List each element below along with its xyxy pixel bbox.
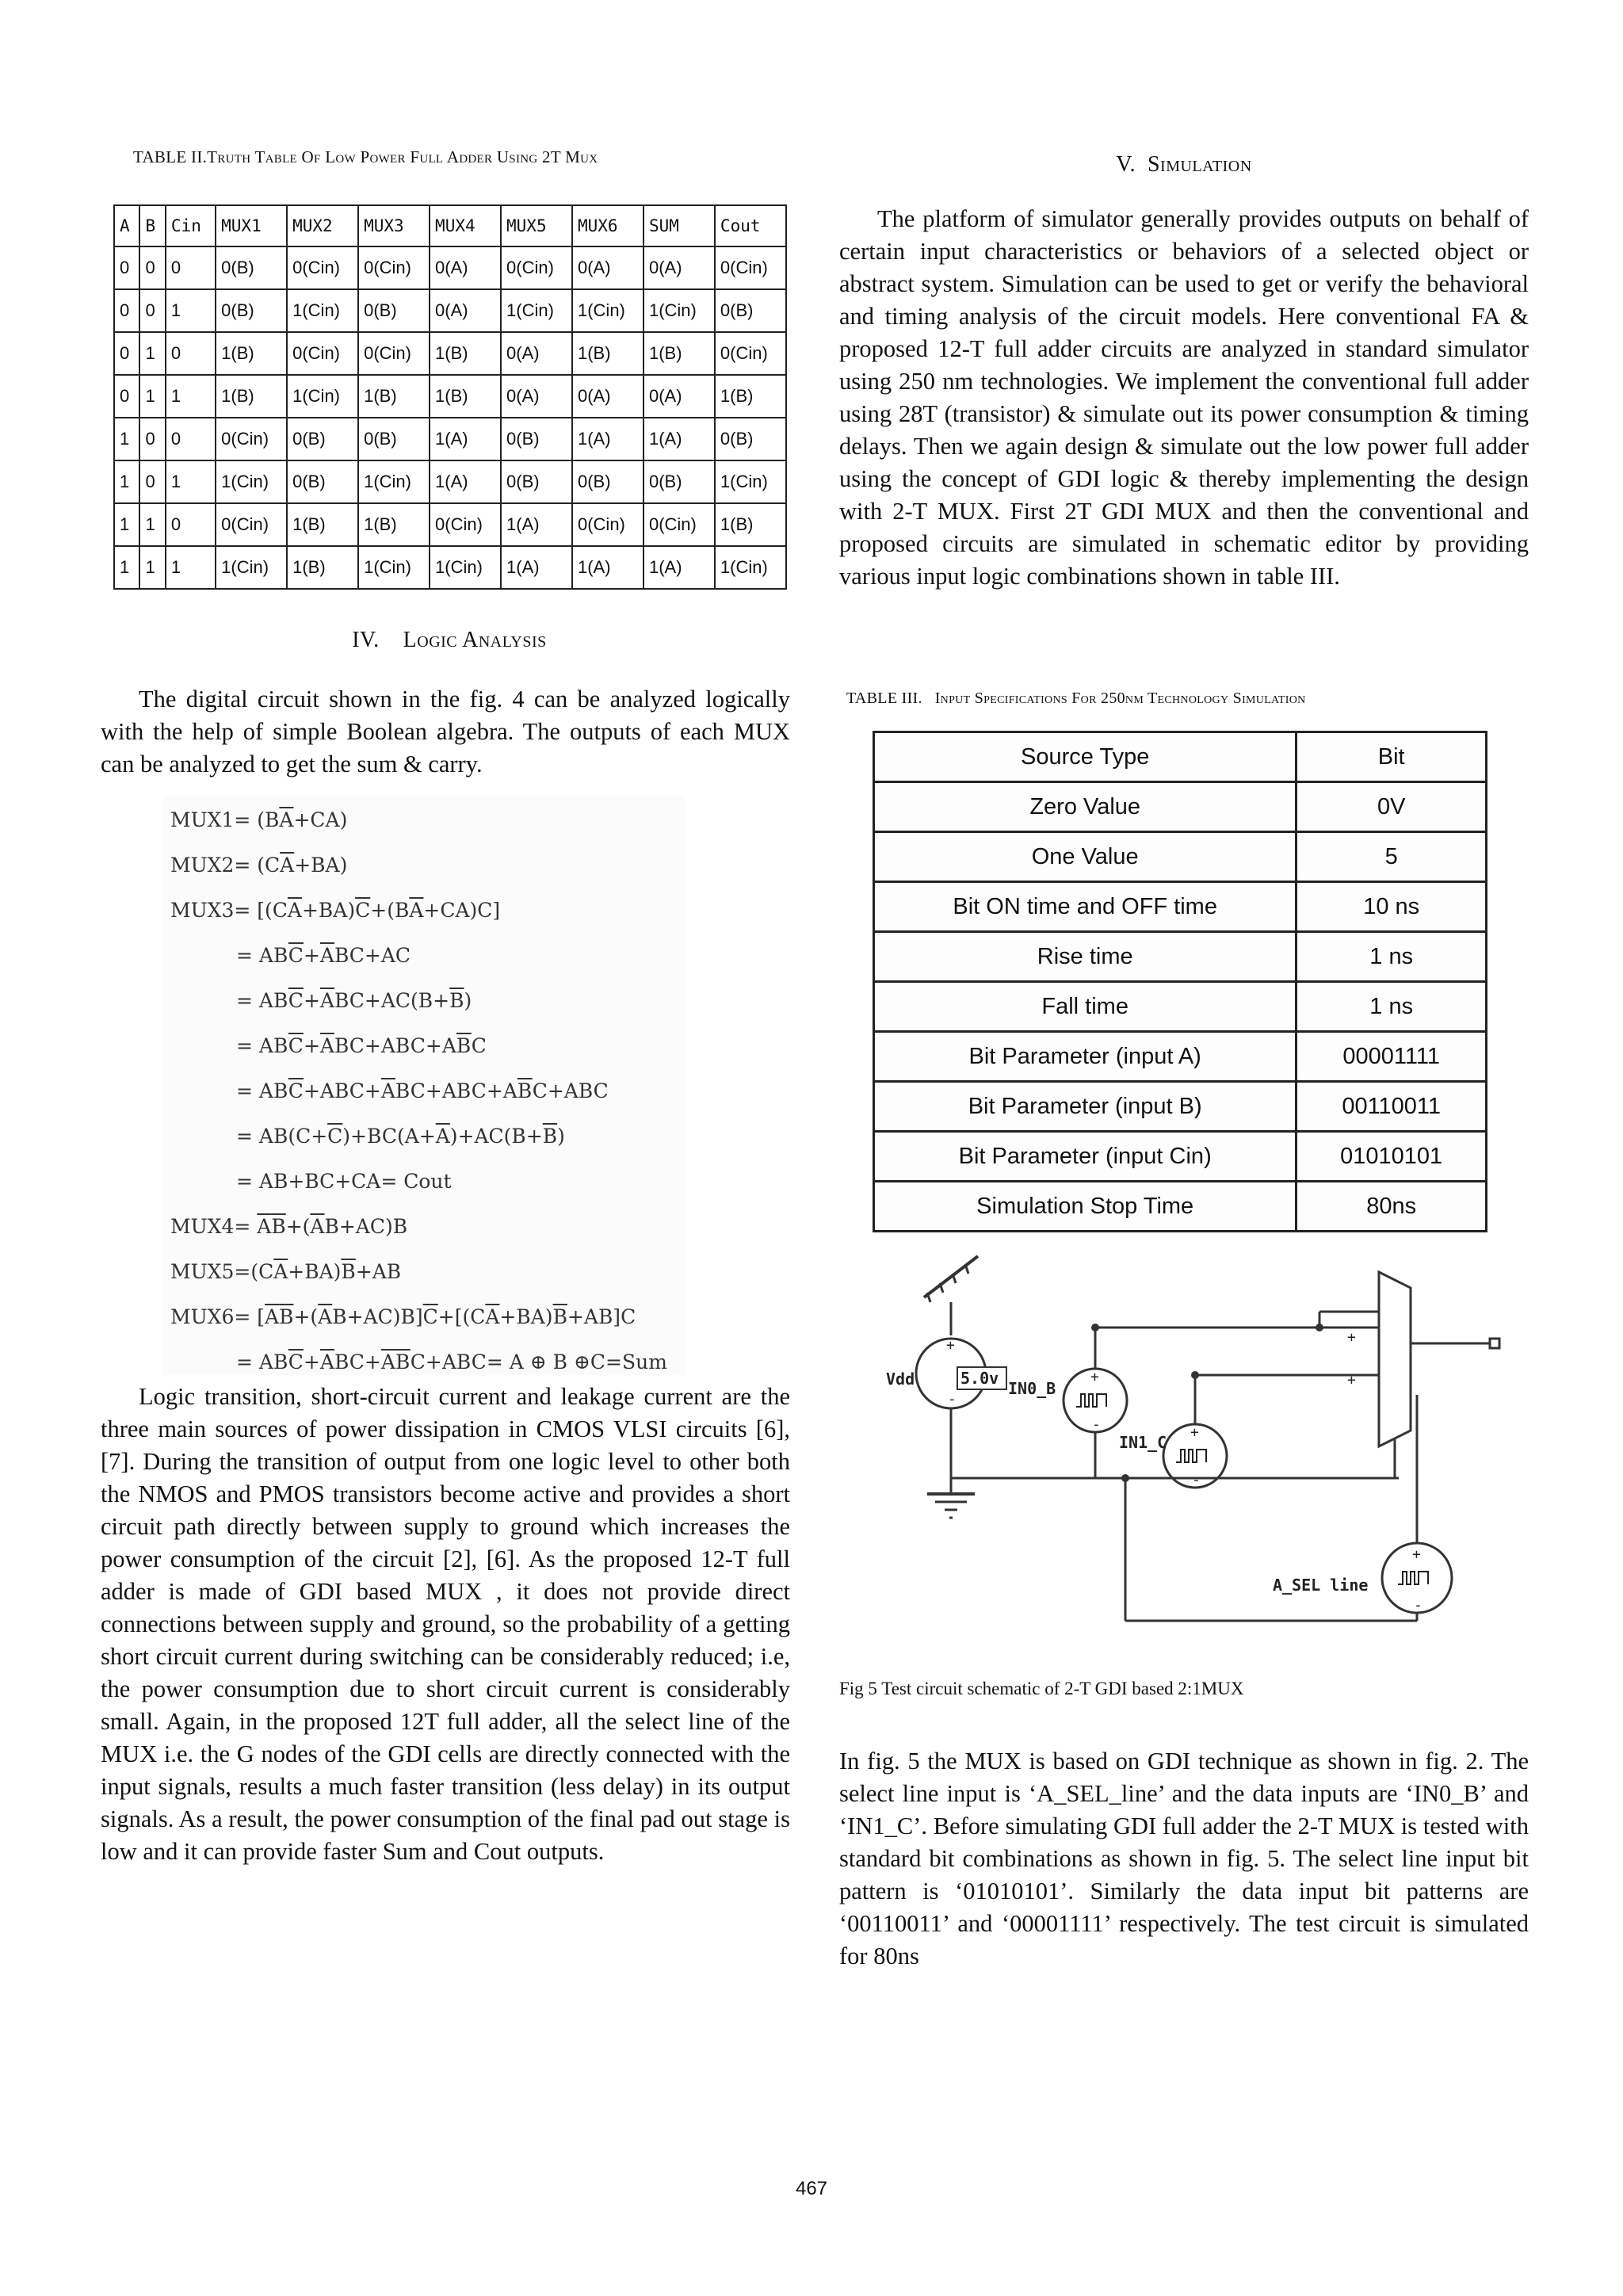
truth-table-cell: 1(Cin) [358, 546, 430, 589]
truth-table-cell: 1(B) [430, 375, 501, 418]
truth-table-cell: 1(A) [572, 418, 643, 460]
page-number: 467 [795, 2178, 828, 2199]
eq-final: = $AB\overline{C}+\overline{A}BC+\overline{A}\overline{B}C+ABC= A$ ⊕ B ⊕C=Sum [236, 1350, 667, 1373]
truth-table-header-cell: A [114, 205, 139, 246]
truth-table-cell: 0(Cin) [643, 503, 715, 546]
truth-table-cell: 0(Cin) [216, 418, 287, 460]
svg-text:-: - [1192, 1472, 1201, 1488]
truth-table-row [114, 460, 786, 503]
truth-table-cell: 1(A) [430, 460, 501, 503]
truth-table-header-cell: Cin [166, 205, 216, 246]
truth-table-cell: 1(Cin) [287, 289, 358, 332]
svg-text:+: + [1090, 1369, 1099, 1385]
asel-label: A_SEL line [1273, 1576, 1369, 1595]
truth-table-cell: 0(B) [715, 418, 786, 460]
truth-table-cell: 1 [166, 546, 216, 589]
truth-table-header-cell: MUX1 [216, 205, 287, 246]
truth-table-cell: 1 [166, 289, 216, 332]
spec-parameter-cell: Bit Parameter (input B) [874, 1082, 1296, 1132]
pulse-icon-asel [1398, 1572, 1428, 1584]
svg-text:-: - [1414, 1597, 1423, 1614]
eq-mux5: $MUX5=(C\overline{A}+BA)\overline{B}+AB$ [170, 1260, 402, 1283]
truth-table-cell: 0(B) [216, 289, 287, 332]
truth-table-row [114, 289, 786, 332]
truth-table-cell: 0(A) [430, 246, 501, 289]
truth-table-cell: 0(Cin) [715, 332, 786, 375]
truth-table-cell: 1(Cin) [216, 546, 287, 589]
truth-table-cell: 1(B) [358, 375, 430, 418]
spec-table-row [874, 782, 1487, 832]
truth-table-cell: 1 [114, 418, 139, 460]
in1-label: IN1_C [1119, 1433, 1167, 1452]
truth-table-cell: 0(A) [501, 375, 572, 418]
truth-table-cell: 0 [114, 332, 139, 375]
truth-table-cell: 1(B) [572, 332, 643, 375]
truth-table-cell: 0(B) [287, 418, 358, 460]
truth-table-cell: 1(B) [715, 375, 786, 418]
truth-table-cell: 1(B) [643, 332, 715, 375]
truth-table-cell: 0(B) [501, 460, 572, 503]
truth-table-header-cell: MUX5 [501, 205, 572, 246]
truth-table-cell: 1(A) [430, 418, 501, 460]
spec-value-cell: 80ns [1296, 1182, 1487, 1232]
section4-numeral: IV. [352, 628, 380, 652]
truth-table-cell: 1(A) [572, 546, 643, 589]
truth-table-cell: 0 [114, 246, 139, 289]
table3-caption-title: Input Specifications For 250nm Technology Simulation [934, 690, 1306, 707]
truth-table-cell: 1(Cin) [430, 546, 501, 589]
truth-table-cell: 0(B) [287, 460, 358, 503]
truth-table-header-cell: MUX3 [358, 205, 430, 246]
section5-title: Simulation [1147, 152, 1252, 177]
truth-table-cell: 0(Cin) [216, 503, 287, 546]
truth-table-cell: 1 [166, 460, 216, 503]
section4-para1: The digital circuit shown in the fig. 4 can be analyzed logically with the help of simple Boolean algebra. The outputs of each MUX can be analyzed to get the sum & carry. [101, 686, 790, 777]
truth-table-cell: 1(Cin) [715, 460, 786, 503]
eq-mux1: $MUX1= (B\overline{A}+CA)$ [170, 808, 348, 831]
truth-table-cell: 0(Cin) [358, 332, 430, 375]
truth-table-cell: 1(Cin) [216, 460, 287, 503]
truth-table-cell: 1 [139, 332, 165, 375]
truth-table-cell: 1(B) [358, 503, 430, 546]
svg-text:+: + [946, 1337, 955, 1354]
truth-table-cell: 0 [114, 289, 139, 332]
truth-table-cell: 1(B) [216, 332, 287, 375]
spec-table-row [874, 1082, 1487, 1132]
table3-caption [846, 690, 1306, 708]
spec-table-row [874, 1182, 1487, 1232]
truth-table-cell: 1(B) [287, 546, 358, 589]
svg-text:+: + [1412, 1546, 1421, 1563]
spec-value-cell: 00110011 [1296, 1082, 1487, 1132]
spec-parameter-cell: Zero Value [874, 782, 1296, 832]
svg-text:+: + [1190, 1424, 1199, 1441]
svg-text:-: - [948, 1391, 957, 1408]
truth-table-cell: 0(Cin) [715, 246, 786, 289]
eq-mux2: $MUX2= (C\overline{A}+BA)$ [170, 854, 348, 877]
truth-table-cell: 1 [139, 375, 165, 418]
spec-table-row [874, 932, 1487, 982]
pulse-icon-in1 [1176, 1450, 1206, 1462]
fig5-caption: Fig 5 Test circuit schematic of 2-T GDI based 2:1MUX [839, 1679, 1244, 1698]
truth-table-cell: 1(Cin) [643, 289, 715, 332]
eq-step4: = $AB\overline{C}+ABC+\overline{A}BC+ABC+A\overline{B}C+ABC$ [236, 1079, 609, 1102]
spec-parameter-cell: One Value [874, 832, 1296, 882]
svg-text:+: + [1347, 1329, 1356, 1346]
eq-mux3: $MUX3= [(C\overline{A}+BA)\overline{C}+(B\overline{A}+CA)C]$ [170, 899, 501, 922]
truth-table-cell: 0(A) [572, 246, 643, 289]
truth-table-cell: 1(B) [216, 375, 287, 418]
spec-table-row [874, 1132, 1487, 1182]
spec-table [873, 731, 1487, 1232]
in0-label: IN0_B [1008, 1379, 1056, 1398]
truth-table-cell: 1(Cin) [501, 289, 572, 332]
truth-table-row [114, 332, 786, 375]
section4-heading [101, 628, 798, 653]
truth-table-cell: 1(A) [643, 546, 715, 589]
truth-table-cell: 0(B) [643, 460, 715, 503]
spec-table-row [874, 732, 1487, 782]
truth-table-header-cell: MUX6 [572, 205, 643, 246]
section5-numeral: V. [1116, 152, 1136, 177]
truth-table-cell: 0 [139, 460, 165, 503]
truth-table-cell: 0 [166, 418, 216, 460]
truth-table-cell: 1(B) [430, 332, 501, 375]
eq-step3: = $AB\overline{C}+\overline{A}BC+ABC+A\overline{B}C$ [236, 1034, 487, 1057]
truth-table-cell: 0 [139, 289, 165, 332]
truth-table-header-cell: MUX2 [287, 205, 358, 246]
table3-caption-prefix: TABLE III. [846, 690, 922, 707]
truth-table-cell: 0(B) [358, 289, 430, 332]
eq-step5: = $AB(C+\overline{C})+BC(A+\overline{A})+AC(B+\overline{B})$ [236, 1125, 565, 1148]
truth-table [113, 204, 787, 590]
spec-parameter-cell: Source Type [874, 732, 1296, 782]
spec-table-row [874, 832, 1487, 882]
table2-caption-prefix: TABLE II. [133, 147, 208, 166]
truth-table-cell: 0(B) [715, 289, 786, 332]
section5-para1: The platform of simulator generally provides outputs on behalf of certain input characteristics or behaviors of a selected object or abstract system. Simulation can be used to get or verify the behavioral and timing analysis of the circuit models. Here conventional FA & proposed 12-T full adder circuits are analyzed in standard simulator using 250 nm technologies. We implement the conventional full adder using 28T (transistor) & simulate out its power consumption & timing delays. Then we again design & simulate out the low power full adder using the concept of GDI logic & thereby implementing the design with 2-T MUX. First 2T GDI MUX and then the conventional and proposed circuits are simulated in schematic editor by providing various input logic combinations shown in table III. [839, 205, 1529, 590]
truth-table-cell: 1 [114, 503, 139, 546]
truth-table-cell: 0(Cin) [287, 332, 358, 375]
spec-parameter-cell: Bit Parameter (input Cin) [874, 1132, 1296, 1182]
truth-table-row [114, 375, 786, 418]
table2-caption-title: Truth Table Of Low Power Full Adder Using 2T Mux [207, 147, 598, 166]
truth-table-cell: 1(A) [501, 546, 572, 589]
truth-table-header-cell: B [139, 205, 165, 246]
truth-table-cell: 0(Cin) [358, 246, 430, 289]
truth-table-cell: 1 [166, 375, 216, 418]
spec-table-row [874, 1032, 1487, 1082]
spec-value-cell: 5 [1296, 832, 1487, 882]
eq-mux6: $MUX6= [\overline{A}\overline{B}+(\overline{A}B+AC)B]\overline{C}+[(C\overline{A}+BA)\overline{B}+AB]C$ [170, 1305, 636, 1328]
truth-table-cell: 0(Cin) [430, 503, 501, 546]
table2-caption [133, 147, 598, 167]
truth-table-cell: 0 [114, 375, 139, 418]
truth-table-cell: 0 [166, 246, 216, 289]
output-pin [1490, 1339, 1499, 1348]
truth-table-row [114, 246, 786, 289]
truth-table-cell: 0(A) [430, 289, 501, 332]
spec-value-cell: 1 ns [1296, 982, 1487, 1032]
truth-table-cell: 1(B) [715, 503, 786, 546]
section5-heading [839, 152, 1529, 178]
spec-table-row [874, 882, 1487, 932]
truth-table-cell: 0 [166, 332, 216, 375]
truth-table-header-cell: Cout [715, 205, 786, 246]
truth-table-cell: 0 [166, 503, 216, 546]
truth-table-row [114, 418, 786, 460]
truth-table-cell: 0(A) [501, 332, 572, 375]
spec-parameter-cell: Rise time [874, 932, 1296, 982]
spec-table-row [874, 982, 1487, 1032]
vdd-terminal-bar [924, 1256, 978, 1297]
vdd-label: Vdd [886, 1370, 915, 1389]
svg-text:+: + [1347, 1372, 1356, 1389]
truth-table-cell: 1 [139, 546, 165, 589]
truth-table-cell: 1 [114, 460, 139, 503]
spec-value-cell: 10 ns [1296, 882, 1487, 932]
truth-table-cell: 1(B) [287, 503, 358, 546]
spec-parameter-cell: Bit Parameter (input A) [874, 1032, 1296, 1082]
mux-body [1379, 1272, 1411, 1446]
spec-value-cell: 00001111 [1296, 1032, 1487, 1082]
spec-value-cell: 1 ns [1296, 932, 1487, 982]
truth-table-cell: 0(A) [643, 375, 715, 418]
truth-table-cell: 1(A) [643, 418, 715, 460]
truth-table-cell: 0 [139, 246, 165, 289]
eq-step6: = AB+BC+CA= Cout [236, 1170, 452, 1193]
truth-table-row [114, 546, 786, 589]
truth-table-cell: 1(Cin) [572, 289, 643, 332]
truth-table-cell: 0(B) [572, 460, 643, 503]
truth-table-cell: 0(Cin) [287, 246, 358, 289]
section5-para2: In fig. 5 the MUX is based on GDI technique as shown in fig. 2. The select line input is ‘A_SEL_line’ and the data inputs are ‘IN0_B’ and ‘IN1_C’. Before simulating GDI full adder the 2-T MUX is tested with standard bit combinations as shown in fig. 5. The select line input bit pattern is ‘01010101’. Similarly the data input bit patterns are ‘00110011’ and ‘00001111’ respectively. The test circuit is simulated for 80ns [839, 1748, 1529, 1969]
truth-table-cell: 1 [139, 503, 165, 546]
eq-mux4: $MUX4= \overline{A}\overline{B}+(\overline{A}B+AC)B$ [170, 1215, 408, 1238]
eq-step2: = $AB\overline{C}+\overline{A}BC+AC(B+\overline{B})$ [236, 989, 472, 1012]
spec-value-cell: 0V [1296, 782, 1487, 832]
truth-table-cell: 0(B) [501, 418, 572, 460]
truth-table-cell: 1 [114, 546, 139, 589]
vdd-value: 5.0v [960, 1369, 999, 1388]
truth-table-header-row [114, 205, 786, 246]
spec-parameter-cell: Fall time [874, 982, 1296, 1032]
eq-step1: = $AB\overline{C}+\overline{A}BC+AC$ [236, 944, 411, 967]
truth-table-cell: 0(A) [572, 375, 643, 418]
truth-table-cell: 0(B) [358, 418, 430, 460]
truth-table-cell: 0(B) [216, 246, 287, 289]
section4-para2: Logic transition, short-circuit current and leakage current are the three main sources of power dissipation in CMOS VLSI circuits [6], [7]. During the transition of output from one logic level to other both the NMOS and PMOS transistors become active and provides a short circuit path directly between supply to ground which increases the power consumption of the circuit [2], [6]. As the proposed 12-T full adder is made of GDI based MUX , it does not provide direct connections between supply and ground, so the probability of a getting short circuit current during switching can be considerably reduced; i.e, the power consumption due to short circuit current is considerably small. Again, in the proposed 12T full adder, all the select line of the MUX i.e. the G nodes of the GDI cells are directly connected with the input signals, results a much faster transition (less delay) in its output signals. As a result, the power consumption of the final pad out stage is low and it can provide faster Sum and Cout outputs. [101, 1383, 790, 1865]
pulse-icon-in0 [1076, 1394, 1106, 1407]
truth-table-header-cell: SUM [643, 205, 715, 246]
truth-table-cell: 1(Cin) [358, 460, 430, 503]
truth-table-cell: 0(A) [643, 246, 715, 289]
spec-parameter-cell: Bit ON time and OFF time [874, 882, 1296, 932]
truth-table-cell: 1(Cin) [715, 546, 786, 589]
spec-value-cell: 01010101 [1296, 1132, 1487, 1182]
svg-text:-: - [1092, 1416, 1101, 1433]
truth-table-header-cell: MUX4 [430, 205, 501, 246]
fig5-schematic [872, 1248, 1553, 1645]
section4-title: Logic Analysis [403, 628, 547, 652]
spec-parameter-cell: Simulation Stop Time [874, 1182, 1296, 1232]
truth-table-cell: 0(Cin) [572, 503, 643, 546]
truth-table-cell: 0 [139, 418, 165, 460]
spec-value-cell: Bit [1296, 732, 1487, 782]
truth-table-row [114, 503, 786, 546]
truth-table-cell: 1(A) [501, 503, 572, 546]
truth-table-cell: 0(Cin) [501, 246, 572, 289]
truth-table-cell: 1(Cin) [287, 375, 358, 418]
